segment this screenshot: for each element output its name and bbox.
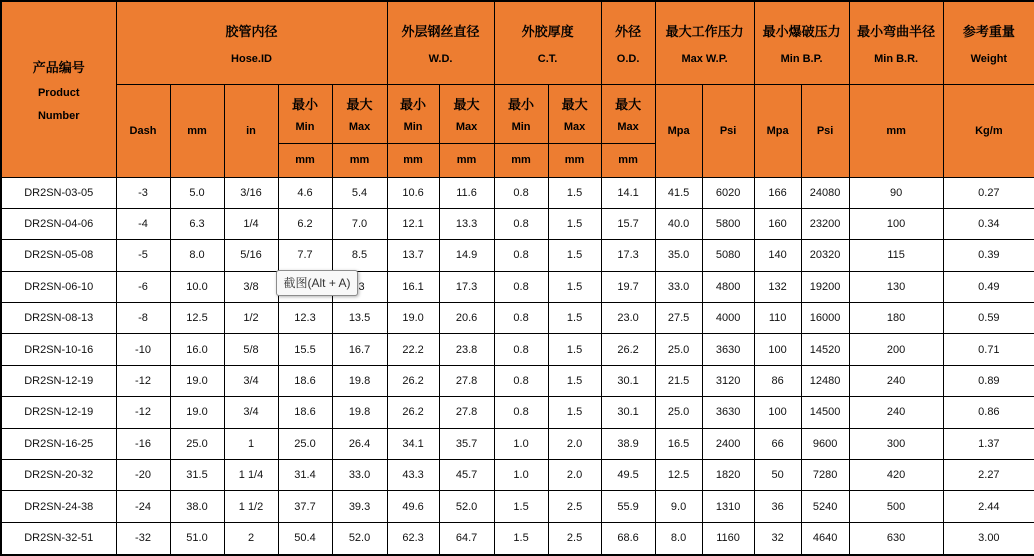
table-cell: 115 [849, 240, 943, 271]
table-cell: 1 [224, 428, 278, 459]
table-cell: 14520 [801, 334, 849, 365]
table-cell: 20320 [801, 240, 849, 271]
table-cell: 130 [849, 271, 943, 302]
table-cell: 8.5 [332, 240, 387, 271]
table-cell: 38.9 [601, 428, 655, 459]
group-label-en: Weight [970, 52, 1008, 65]
table-cell: 35.0 [655, 240, 702, 271]
table-cell: 1 1/4 [224, 460, 278, 491]
table-cell: 166 [754, 177, 801, 208]
table-cell: 0.71 [943, 334, 1034, 365]
table-row [1, 522, 1034, 555]
table-cell: 180 [849, 303, 943, 334]
table-cell: 23.0 [601, 303, 655, 334]
table-cell: 19.0 [170, 397, 224, 428]
product-label-en2: Number [37, 109, 80, 122]
table-cell: 100 [754, 397, 801, 428]
table-cell: 3/4 [224, 365, 278, 396]
table-cell: 18.6 [278, 365, 332, 396]
table-cell: 11.6 [439, 177, 494, 208]
table-cell: 23200 [801, 208, 849, 239]
table-cell: -24 [116, 491, 170, 522]
group-label-en: C.T. [537, 52, 558, 65]
table-cell: 500 [849, 491, 943, 522]
table-cell: 43.3 [387, 460, 439, 491]
table-cell: 33.0 [655, 271, 702, 302]
table-cell: 1160 [702, 522, 754, 555]
table-cell: 9.0 [655, 491, 702, 522]
col-group-max-working-pressure [655, 1, 754, 84]
table-cell: 200 [849, 334, 943, 365]
group-label-en: Min B.P. [780, 52, 823, 65]
table-cell: 5.0 [170, 177, 224, 208]
table-cell: 14500 [801, 397, 849, 428]
table-cell: 64.7 [439, 522, 494, 555]
product-number-cell: DR2SN-05-08 [1, 240, 116, 271]
max-label-en: Max [455, 121, 478, 133]
table-cell: 10.6 [387, 177, 439, 208]
table-row [1, 240, 1034, 271]
col-header-wp-psi: Psi [702, 84, 754, 177]
table-row [1, 303, 1034, 334]
table-cell: 27.8 [439, 397, 494, 428]
group-label-zh: 最大工作压力 [665, 23, 744, 39]
table-row [1, 334, 1034, 365]
table-cell: 7.0 [332, 208, 387, 239]
table-cell: 1.0 [494, 460, 548, 491]
table-cell: 4.6 [278, 177, 332, 208]
table-cell: 50 [754, 460, 801, 491]
table-cell: 1.5 [548, 271, 601, 302]
partially-covered-cell: 3 [332, 271, 387, 302]
table-cell: 27.8 [439, 365, 494, 396]
table-cell: 41.5 [655, 177, 702, 208]
table-cell: 49.6 [387, 491, 439, 522]
table-cell: 12.3 [278, 303, 332, 334]
table-cell: 51.0 [170, 522, 224, 555]
table-cell: 3630 [702, 397, 754, 428]
table-row [1, 491, 1034, 522]
table-cell: 5800 [702, 208, 754, 239]
table-cell: 2.27 [943, 460, 1034, 491]
table-row [1, 428, 1034, 459]
unit-cell-od-max: mm [601, 143, 655, 177]
table-cell: 1.5 [548, 334, 601, 365]
table-cell: 16.5 [655, 428, 702, 459]
table-cell: 7280 [801, 460, 849, 491]
table-cell: 1310 [702, 491, 754, 522]
col-group-cover-thickness [494, 1, 601, 84]
table-cell: 2.5 [548, 522, 601, 555]
table-cell: 12.5 [170, 303, 224, 334]
table-cell: 630 [849, 522, 943, 555]
table-cell: -4 [116, 208, 170, 239]
table-cell: 4000 [702, 303, 754, 334]
table-cell: 0.8 [494, 365, 548, 396]
table-cell: 19200 [801, 271, 849, 302]
table-cell: 25.0 [170, 428, 224, 459]
table-cell: 160 [754, 208, 801, 239]
table-cell: 0.8 [494, 240, 548, 271]
table-cell: 19.0 [170, 365, 224, 396]
table-cell: 1 1/2 [224, 491, 278, 522]
min-label-zh: 最小 [508, 97, 535, 112]
table-cell: 1.5 [548, 208, 601, 239]
screenshot-tooltip: 截图(Alt + A) [276, 270, 358, 296]
group-label-zh: 参考重量 [962, 23, 1015, 39]
group-label-en: Min B.R. [874, 52, 919, 65]
table-cell: 55.9 [601, 491, 655, 522]
table-cell: 26.2 [387, 365, 439, 396]
table-cell: 3/16 [224, 177, 278, 208]
col-header-wd-max [439, 84, 494, 143]
table-cell: 15.5 [278, 334, 332, 365]
table-cell: 0.8 [494, 177, 548, 208]
table-cell: 5/8 [224, 334, 278, 365]
table-cell: 1.37 [943, 428, 1034, 459]
table-cell: 23.8 [439, 334, 494, 365]
table-row [1, 397, 1034, 428]
group-label-en: Hose.ID [231, 52, 272, 65]
table-row [1, 460, 1034, 491]
table-cell: 52.0 [439, 491, 494, 522]
table-cell: 0.34 [943, 208, 1034, 239]
min-label-en: Min [511, 121, 531, 133]
unit-cell-id-max: mm [332, 143, 387, 177]
table-cell: 100 [754, 334, 801, 365]
product-number-cell: DR2SN-16-25 [1, 428, 116, 459]
table-cell: 0.39 [943, 240, 1034, 271]
col-header-weight-unit: Kg/m [943, 84, 1034, 177]
group-label-en: Max W.P. [681, 52, 728, 65]
group-label-zh: 外胶厚度 [521, 23, 574, 39]
table-cell: 3/8 [224, 271, 278, 302]
col-group-min-burst-pressure [754, 1, 849, 84]
table-cell: 13.5 [332, 303, 387, 334]
table-cell: 0.59 [943, 303, 1034, 334]
table-cell: 0.8 [494, 397, 548, 428]
col-header-dash: Dash [116, 84, 170, 177]
table-cell: 32 [754, 522, 801, 555]
unit-cell-wd-min: mm [387, 143, 439, 177]
product-label-zh: 产品编号 [32, 59, 85, 75]
table-cell: 31.4 [278, 460, 332, 491]
table-cell: 9600 [801, 428, 849, 459]
table-cell: 38.0 [170, 491, 224, 522]
table-cell: 5/16 [224, 240, 278, 271]
table-cell: 68.6 [601, 522, 655, 555]
table-cell: 16.0 [170, 334, 224, 365]
table-cell: 62.3 [387, 522, 439, 555]
col-header-wp-mpa: Mpa [655, 84, 702, 177]
table-cell: 1820 [702, 460, 754, 491]
table-cell: 2.44 [943, 491, 1034, 522]
product-label-en1: Product [37, 86, 80, 99]
product-number-cell: DR2SN-03-05 [1, 177, 116, 208]
table-cell: 1.5 [494, 491, 548, 522]
table-cell: 0.27 [943, 177, 1034, 208]
product-number-cell: DR2SN-12-19 [1, 397, 116, 428]
col-header-product [1, 1, 116, 177]
table-cell: 12.1 [387, 208, 439, 239]
col-header-id-min [278, 84, 332, 143]
table-cell: 0.8 [494, 303, 548, 334]
table-cell: 140 [754, 240, 801, 271]
max-label-en: Max [563, 121, 586, 133]
table-cell: 26.2 [601, 334, 655, 365]
table-cell: 16000 [801, 303, 849, 334]
unit-cell-id-min: mm [278, 143, 332, 177]
table-cell: 1.0 [494, 428, 548, 459]
table-cell: 86 [754, 365, 801, 396]
table-cell: 5.4 [332, 177, 387, 208]
col-group-hose-id [116, 1, 387, 84]
col-group-min-bend-radius [849, 1, 943, 84]
col-group-weight [943, 1, 1034, 84]
unit-cell-wd-max: mm [439, 143, 494, 177]
table-cell: 12.5 [655, 460, 702, 491]
table-cell: 18.6 [278, 397, 332, 428]
table-cell: 8.0 [170, 240, 224, 271]
table-cell: 132 [754, 271, 801, 302]
col-header-wd-min [387, 84, 439, 143]
product-number-cell: DR2SN-12-19 [1, 365, 116, 396]
table-cell: 13.7 [387, 240, 439, 271]
min-label-en: Min [295, 121, 315, 133]
table-cell: 240 [849, 397, 943, 428]
table-cell: 27.5 [655, 303, 702, 334]
table-cell: 24080 [801, 177, 849, 208]
unit-cell-ct-max: mm [548, 143, 601, 177]
table-cell: 17.3 [439, 271, 494, 302]
table-cell: 22.2 [387, 334, 439, 365]
table-cell: 35.7 [439, 428, 494, 459]
product-number-cell: DR2SN-24-38 [1, 491, 116, 522]
table-cell: 19.7 [601, 271, 655, 302]
col-header-in: in [224, 84, 278, 177]
table-cell: 0.49 [943, 271, 1034, 302]
max-label-zh: 最大 [561, 97, 588, 112]
table-row [1, 208, 1034, 239]
table-cell: 30.1 [601, 397, 655, 428]
table-cell: 50.4 [278, 522, 332, 555]
header-sub-row [1, 84, 1034, 143]
col-header-id-max [332, 84, 387, 143]
table-cell: 1.5 [494, 522, 548, 555]
table-cell: 2400 [702, 428, 754, 459]
table-cell: -5 [116, 240, 170, 271]
table-cell: 1.5 [548, 365, 601, 396]
table-cell: 1.5 [548, 397, 601, 428]
table-cell: 3630 [702, 334, 754, 365]
table-cell: -8 [116, 303, 170, 334]
table-cell: -6 [116, 271, 170, 302]
group-label-zh: 最小弯曲半径 [857, 23, 936, 39]
table-cell: 19.8 [332, 365, 387, 396]
table-cell: 4800 [702, 271, 754, 302]
table-cell: -3 [116, 177, 170, 208]
table-cell: 100 [849, 208, 943, 239]
table-cell: 25.0 [655, 397, 702, 428]
table-cell: 10.0 [170, 271, 224, 302]
group-label-en: W.D. [428, 52, 453, 65]
table-cell: 3120 [702, 365, 754, 396]
table-cell: 26.2 [387, 397, 439, 428]
table-cell: 21.5 [655, 365, 702, 396]
table-cell: -12 [116, 365, 170, 396]
table-cell: -12 [116, 397, 170, 428]
product-number-cell: DR2SN-10-16 [1, 334, 116, 365]
col-header-bp-mpa: Mpa [754, 84, 801, 177]
table-cell: 6.3 [170, 208, 224, 239]
group-label-zh: 外径 [615, 23, 642, 39]
table-cell: 1.5 [548, 177, 601, 208]
product-number-cell: DR2SN-32-51 [1, 522, 116, 555]
max-label-zh: 最大 [615, 97, 642, 112]
table-cell: -16 [116, 428, 170, 459]
table-cell: -32 [116, 522, 170, 555]
min-label-en: Min [403, 121, 423, 133]
table-cell: 45.7 [439, 460, 494, 491]
col-header-br-mm: mm [849, 84, 943, 177]
max-label-en: Max [617, 121, 639, 133]
table-cell: 1/4 [224, 208, 278, 239]
max-label-zh: 最大 [453, 97, 480, 112]
product-number-cell: DR2SN-08-13 [1, 303, 116, 334]
table-cell: 300 [849, 428, 943, 459]
table-cell: 6.2 [278, 208, 332, 239]
col-header-ct-min [494, 84, 548, 143]
product-number-cell: DR2SN-06-10 [1, 271, 116, 302]
table-cell: 3.00 [943, 522, 1034, 555]
table-cell: 26.4 [332, 428, 387, 459]
table-cell: 13.3 [439, 208, 494, 239]
table-cell: 0.89 [943, 365, 1034, 396]
unit-cell-ct-min: mm [494, 143, 548, 177]
col-group-wire-diameter [387, 1, 494, 84]
table-cell: 40.0 [655, 208, 702, 239]
table-cell: 19.0 [387, 303, 439, 334]
table-cell: 30.1 [601, 365, 655, 396]
product-number-cell: DR2SN-20-32 [1, 460, 116, 491]
min-label-zh: 最小 [400, 97, 427, 112]
table-cell: 16.1 [387, 271, 439, 302]
table-cell: 1/2 [224, 303, 278, 334]
table-cell: 5240 [801, 491, 849, 522]
table-cell: 14.1 [601, 177, 655, 208]
table-cell: -10 [116, 334, 170, 365]
table-cell: 2.0 [548, 460, 601, 491]
header-group-row [1, 1, 1034, 84]
table-cell: 17.3 [601, 240, 655, 271]
table-cell: 240 [849, 365, 943, 396]
table-cell: 2.0 [548, 428, 601, 459]
group-label-en: O.D. [616, 52, 640, 65]
table-cell: 36 [754, 491, 801, 522]
max-label-zh: 最大 [346, 97, 373, 112]
table-row [1, 271, 1034, 302]
product-number-cell: DR2SN-04-06 [1, 208, 116, 239]
table-cell: 39.3 [332, 491, 387, 522]
table-cell: 0.8 [494, 334, 548, 365]
table-cell: 8.0 [655, 522, 702, 555]
col-header-mm: mm [170, 84, 224, 177]
table-cell: 2 [224, 522, 278, 555]
table-cell: 0.8 [494, 271, 548, 302]
table-cell: 34.1 [387, 428, 439, 459]
table-cell: 25.0 [278, 428, 332, 459]
table-cell: 12480 [801, 365, 849, 396]
table-cell: -20 [116, 460, 170, 491]
table-cell: 37.7 [278, 491, 332, 522]
table-cell: 15.7 [601, 208, 655, 239]
table-cell: 1.5 [548, 303, 601, 334]
table-cell: 5080 [702, 240, 754, 271]
group-label-zh: 外层钢丝直径 [401, 23, 480, 39]
table-cell: 49.5 [601, 460, 655, 491]
table-cell: 0.8 [494, 208, 548, 239]
table-cell: 2.5 [548, 491, 601, 522]
table-row [1, 177, 1034, 208]
min-label-zh: 最小 [291, 97, 318, 112]
table-cell: 0.86 [943, 397, 1034, 428]
table-cell: 31.5 [170, 460, 224, 491]
table-cell: 20.6 [439, 303, 494, 334]
table-cell: 110 [754, 303, 801, 334]
table-row [1, 365, 1034, 396]
col-header-od-max [601, 84, 655, 143]
col-header-ct-max [548, 84, 601, 143]
table-cell: 1.5 [548, 240, 601, 271]
col-header-bp-psi: Psi [801, 84, 849, 177]
table-cell: 19.8 [332, 397, 387, 428]
group-label-zh: 胶管内径 [225, 23, 278, 39]
table-cell: 16.7 [332, 334, 387, 365]
table-cell: 6020 [702, 177, 754, 208]
table-cell: 66 [754, 428, 801, 459]
table-cell: 7.7 [278, 240, 332, 271]
group-label-zh: 最小爆破压力 [762, 23, 841, 39]
table-cell: 25.0 [655, 334, 702, 365]
table-cell: 3/4 [224, 397, 278, 428]
table-cell: 52.0 [332, 522, 387, 555]
table-cell: 33.0 [332, 460, 387, 491]
col-group-outer-diameter [601, 1, 655, 84]
table-cell: 90 [849, 177, 943, 208]
table-cell: 4640 [801, 522, 849, 555]
table-cell: 14.9 [439, 240, 494, 271]
max-label-en: Max [348, 121, 371, 133]
table-cell: 420 [849, 460, 943, 491]
